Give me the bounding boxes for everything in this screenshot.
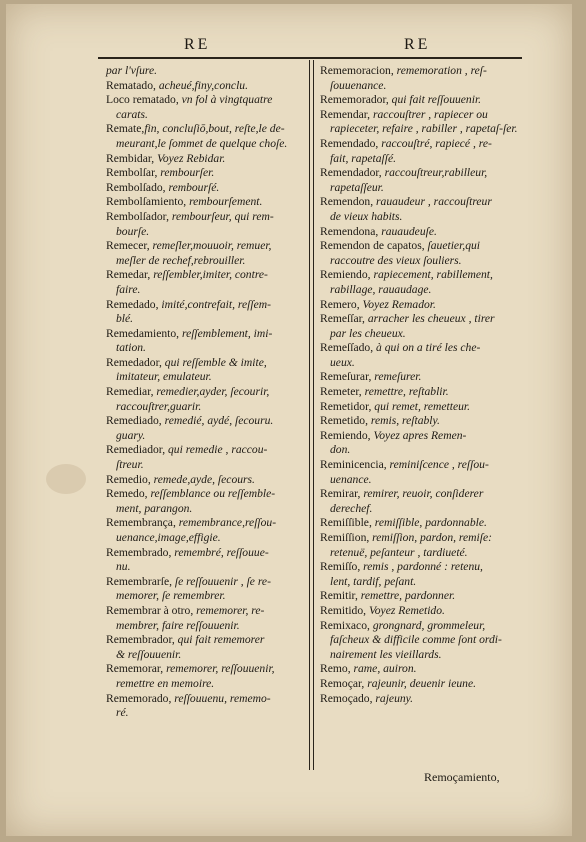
definition-continuation: retenuë, peſanteur , tardiueté. [330,545,468,559]
headword: Remeter, [320,385,365,399]
dictionary-entry [320,692,524,707]
definition: remeſurer. [374,370,422,384]
headword: Loco rematado, [106,93,182,107]
headword: Remetidor, [320,399,375,413]
headword: Remecer, [106,239,153,253]
dictionary-entry [106,93,304,122]
dictionary-entry [106,210,304,239]
headword: Remediar, [106,385,157,399]
headword: Rembolſamiento, [106,195,190,209]
headword: Remo, [320,662,354,676]
definition-continuation: uenance. [330,472,372,486]
dictionary-entry [320,619,524,663]
definition: ſauetier,qui [427,239,481,253]
definition-continuation: lent, tardif, peſant. [330,574,417,588]
definition: rajeuny. [375,691,414,705]
header-right: RE [404,36,431,53]
definition-continuation: meſler de rechef,rebrouiller. [116,253,246,267]
dictionary-entry [320,516,524,531]
dictionary-entry [320,298,524,313]
definition: raccouſtreur,rabilleur, [384,166,488,180]
headword: Remendar, [320,107,373,121]
column-divider [309,60,314,770]
definition: remembrance,reſſou- [178,516,277,530]
dictionary-entry [106,166,304,181]
dictionary-entry [106,692,304,721]
headword: Remembrado, [106,545,175,559]
dictionary-entry [320,400,524,415]
dictionary-entry [320,225,524,240]
headword: Remembrar à otro, [106,603,197,617]
headword: Remiendo, [320,428,374,442]
headword: Rembolſador, [106,209,172,223]
definition: par l'vſure. [106,64,157,77]
definition: rembourſer. [160,166,215,180]
definition: remeſler,mouuoir, remuer, [152,239,272,253]
definition: rapiecement, rabillement, [373,268,493,282]
definition: Voyez Remetido. [368,603,445,617]
headword: Rematado, [106,78,159,92]
paper-stain [46,464,86,494]
definition: rajeunir, deuenir ieune. [367,676,477,690]
dictionary-entry [320,137,524,166]
definition-continuation: uenance,image,effigie. [116,531,221,544]
definition-continuation: raccouſtrer,guarir. [116,399,202,413]
definition: à qui on a tiré les che- [376,341,481,355]
definition-continuation: remettre en memoire. [116,676,215,690]
definition: imité,contrefait, reſſem- [161,297,271,311]
definition: qui remet, remetteur. [374,399,471,413]
definition-continuation: tation. [116,341,146,355]
dictionary-entry [320,429,524,458]
headword: Remetido, [320,414,371,428]
definition: rembourſeur, qui rem- [171,209,274,223]
definition-continuation: ment, parangon. [116,501,193,515]
definition: raccouſtrer , rapiecer ou [372,107,488,121]
definition: reſſembler,imiter, contre- [153,268,268,282]
headword: Remedar, [106,268,154,282]
headword: Remendador, [320,166,385,180]
header-rule [98,57,522,59]
definition: Voyez Rebidar. [157,151,226,165]
headword: Rembidar, [106,151,158,165]
dictionary-entry [320,385,524,400]
dictionary-entry [320,531,524,560]
headword: Remedado, [106,297,162,311]
definition: remirer, reuoir, conſiderer [363,487,484,501]
dictionary-entry [106,516,304,545]
headword: Remiſſible, [320,516,375,530]
definition: ſe reſſouuenir , ſe re- [174,574,271,588]
headword: Remirar, [320,487,364,501]
dictionary-entry [320,341,524,370]
dictionary-entry [320,93,524,108]
headword: Remiſſion, [320,531,373,544]
definition: grongnard, grommeleur, [372,618,486,632]
headword: Reminicencia, [320,458,390,472]
headword: Remiendo, [320,268,374,282]
headword: Rememoracion, [320,64,397,77]
definition: reſſouuenu, rememo- [174,691,271,705]
definition: qui fait reſſouuenir. [391,93,482,107]
headword: Remedamiento, [106,326,182,340]
definition: reſſemblement, imi- [181,326,273,340]
definition: raccouſtré, rapiecé , re- [381,136,492,150]
headword: Remate, [106,122,145,136]
definition-continuation: faire. [116,282,141,296]
definition: remiſſible, pardonnable. [374,516,487,530]
headword: Rememorado, [106,691,175,705]
definition-continuation: membrer, faire reſſouuenir. [116,618,240,632]
dictionary-entry [320,195,524,224]
dictionary-entry [106,575,304,604]
definition: reminiſcence , reſſou- [389,458,489,472]
headword: Remendon, [320,195,377,209]
headword: Rememorador, [320,93,392,107]
dictionary-entry [106,487,304,516]
headword: Remendona, [320,224,382,238]
dictionary-entry [106,414,304,443]
headword: Remiſſo, [320,560,364,574]
headword: Remembrarſe, [106,574,175,588]
dictionary-entry [106,122,304,151]
dictionary-entry [106,546,304,575]
dictionary-entry [106,633,304,662]
dictionary-entry [320,662,524,677]
definition: remettre, reſtablir. [364,385,449,399]
definition: remis , pardonné : retenu, [363,560,483,574]
headword: Remediador, [106,443,168,457]
dictionary-entry [106,268,304,297]
headword: Rembolſado, [106,180,169,194]
definition: arracher les cheueux , tirer [367,312,495,326]
definition: qui fait rememorer [177,633,265,647]
dictionary-entry [106,152,304,167]
definition: acheué,finy,conclu. [158,78,248,92]
dictionary-entry [320,560,524,589]
headword: Remediado, [106,414,165,428]
headword: Remedo, [106,487,151,501]
definition-continuation: ré. [116,706,129,720]
headword: Rememorar, [106,662,167,676]
header-left: RE [184,36,211,53]
definition-continuation: ueux. [330,355,355,369]
definition: rememoration , reſ- [396,64,487,77]
definition: qui reſſemble & imite, [164,355,267,369]
right-column [320,64,524,706]
headword: Remeſurar, [320,370,375,384]
definition: qui remedie , raccou- [168,443,268,457]
dictionary-entry [106,385,304,414]
dictionary-entry [106,64,304,79]
headword: Remendado, [320,136,382,150]
headword: Remitido, [320,603,369,617]
definition-continuation: ſouuenance. [330,78,387,92]
headword: Remembrador, [106,633,178,647]
headword: Remoçar, [320,676,368,690]
headword: Remedio, [106,472,154,486]
page [6,4,572,836]
dictionary-entry [320,604,524,619]
definition: remede,ayde, ſecours. [153,472,255,486]
definition: rame, auiron. [353,662,417,676]
definition-continuation: de vieux habits. [330,209,403,223]
headword: Remedador, [106,355,165,369]
dictionary-entry [106,662,304,691]
definition-continuation: don. [330,443,351,457]
definition-continuation: meurant,le ſommet de quelque choſe. [116,136,288,150]
definition: rauaudeuſe. [381,224,437,238]
definition-continuation: faſcheux & difficile comme ſont ordi-nairement les vieillards. [330,633,502,661]
definition: rauaudeur , raccouſtreur [376,195,492,209]
definition-continuation: raccoutre des vieux ſouliers. [330,253,462,267]
dictionary-entry [320,414,524,429]
definition-continuation: blé. [116,312,134,326]
dictionary-entry [106,195,304,210]
dictionary-entry [106,181,304,196]
definition-continuation: ſtreur. [116,458,144,472]
dictionary-entry [106,298,304,327]
headword: Remembrança, [106,516,179,530]
definition-continuation: carats. [116,107,148,121]
dictionary-entry [320,370,524,385]
definition: remedié, aydé, ſecouru. [164,414,274,428]
definition-continuation: rabillage, rauaudage. [330,282,432,296]
definition: remedier,ayder, ſecourir, [156,385,270,399]
catchword: Remoçamiento, [424,770,500,784]
headword: Remeſſar, [320,312,368,326]
definition-continuation: rapieceter, refaire , rabiller , rapetaſ-ſer. [330,122,518,136]
dictionary-entry [106,239,304,268]
definition-continuation: nu. [116,560,131,574]
definition-continuation: guary. [116,428,146,442]
definition: Voyez Remador. [362,297,436,311]
dictionary-entry [320,458,524,487]
dictionary-entry [320,312,524,341]
definition: rememorer, reſſouuenir, [166,662,275,676]
dictionary-entry [320,239,524,268]
definition-continuation: derechef. [330,501,373,515]
dictionary-entry [320,677,524,692]
headword: Remixaco, [320,618,373,632]
dictionary-entry [106,604,304,633]
dictionary-entry [320,589,524,604]
headword: Remeſſado, [320,341,377,355]
definition-continuation: rapetaſſeur. [330,180,384,194]
definition: vn fol à vingtquatre [181,93,273,107]
dictionary-entry [320,64,524,93]
definition-continuation: bourſe. [116,224,150,238]
definition-continuation: memorer, ſe remembrer. [116,589,226,603]
dictionary-entry [320,268,524,297]
dictionary-entry [106,327,304,356]
definition-continuation: fait, rapetaſſé. [330,151,397,165]
definition: reſſemblance ou reſſemble- [150,487,276,501]
headword: Remoçado, [320,691,376,705]
headword: Remendon de capatos, [320,239,428,253]
definition-continuation: & reſſouuenir. [116,647,182,661]
definition: remettre, pardonner. [360,589,456,603]
definition: rememorer, re- [196,603,265,617]
definition: rembourſement. [189,195,263,209]
headword: Remitir, [320,589,361,603]
definition: remembré, reſſouue- [174,545,269,559]
dictionary-entry [106,79,304,94]
definition: Voyez apres Remen- [373,428,467,442]
headword: Rembolſar, [106,166,161,180]
left-column [106,64,304,721]
definition: rembourſé. [168,180,220,194]
definition: fin, concluſiō,bout, reſte,le de- [144,122,285,136]
dictionary-entry [106,473,304,488]
definition: remis, reſtably. [370,414,440,428]
dictionary-entry [320,166,524,195]
dictionary-entry [320,487,524,516]
dictionary-entry [320,108,524,137]
definition-continuation: imitateur, emulateur. [116,370,212,384]
headword: Remero, [320,297,363,311]
dictionary-entry [106,443,304,472]
definition: remiſſion, pardon, remiſe: [372,531,492,544]
definition-continuation: par les cheueux. [330,326,406,340]
dictionary-entry [106,356,304,385]
running-header [6,34,572,58]
